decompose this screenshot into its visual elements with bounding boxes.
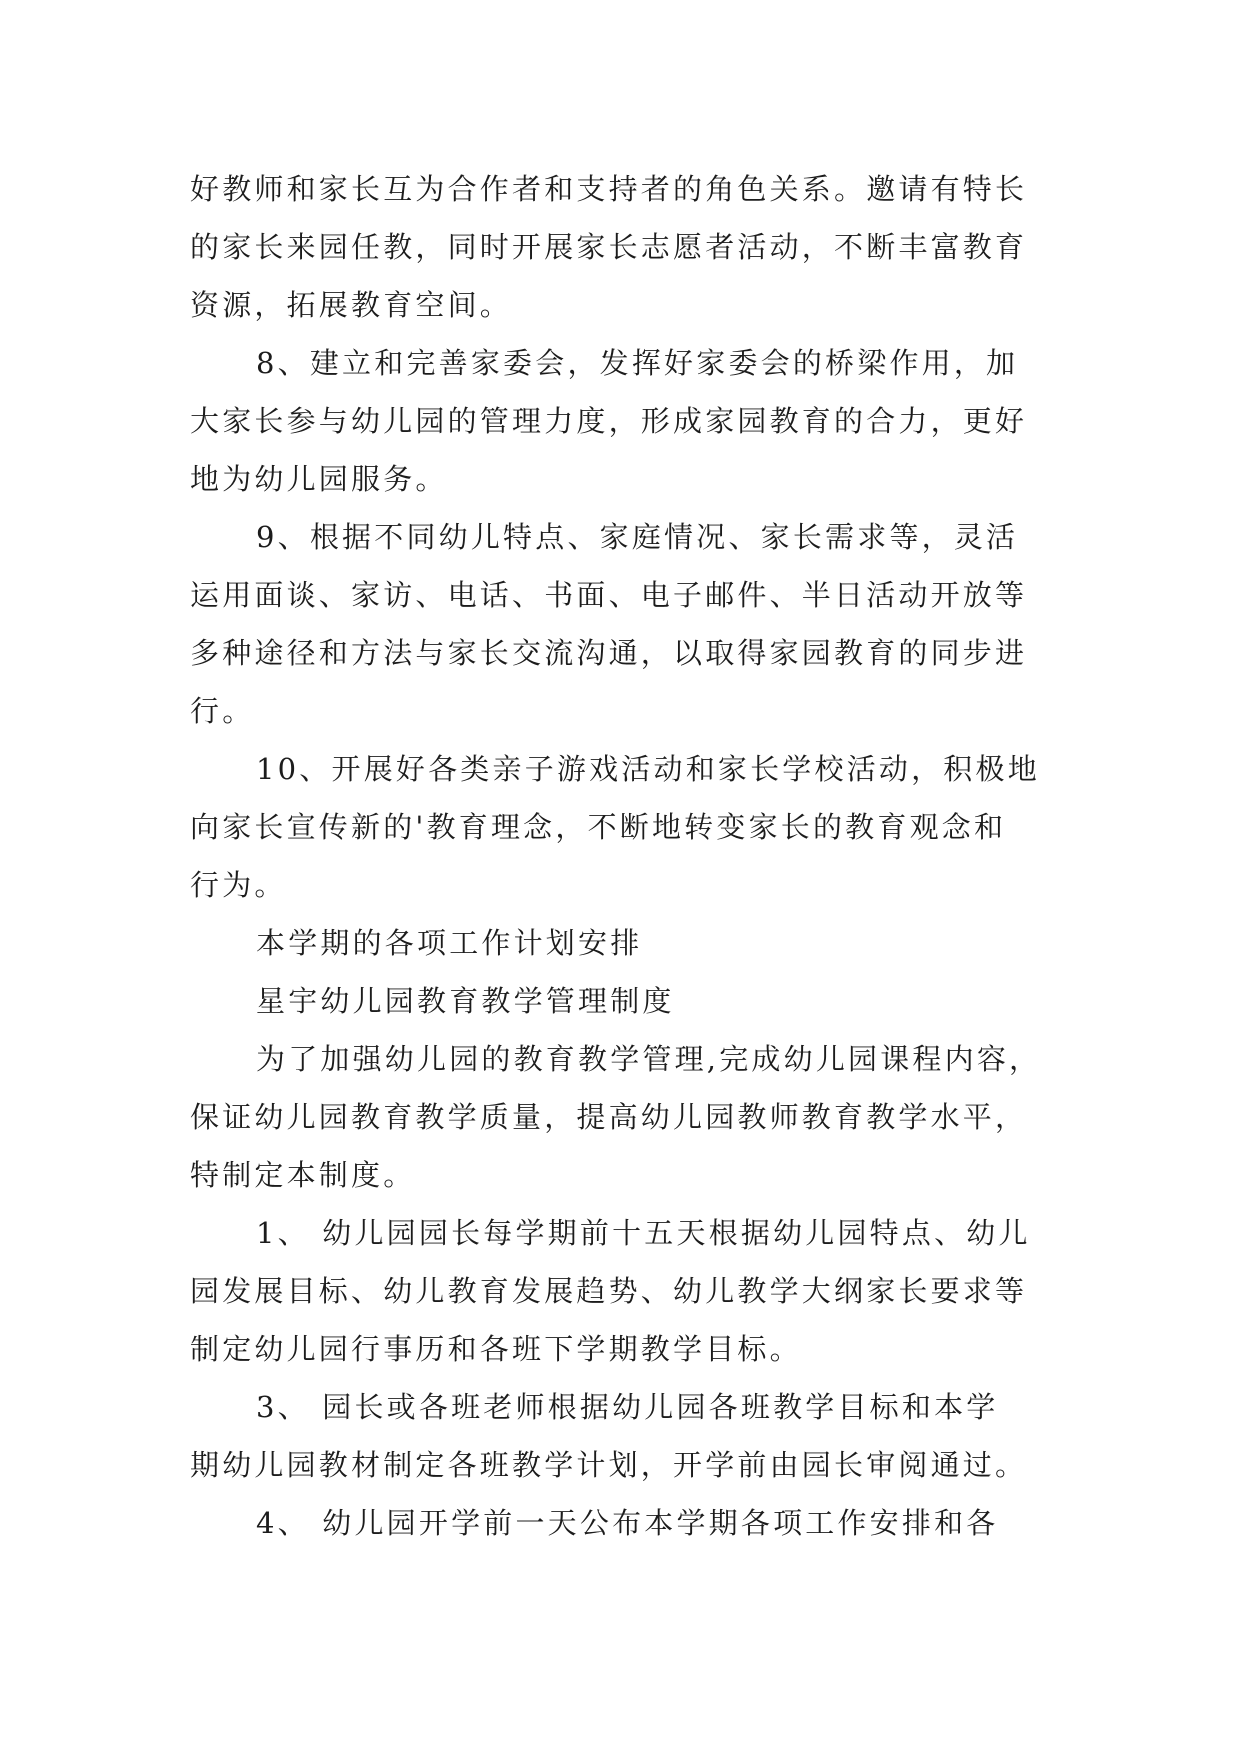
text-line: 3、 园长或各班老师根据幼儿园各班教学目标和本学 [256, 1390, 999, 1424]
text-line: 大家长参与幼儿园的管理力度，形成家园教育的合力，更好 [190, 404, 1028, 438]
text-line: 8、建立和完善家委会，发挥好家委会的桥梁作用，加 [256, 346, 1019, 380]
text-line: 好教师和家长互为合作者和支持者的角色关系。邀请有特长 [190, 172, 1028, 206]
text-line: 地为幼儿园服务。 [190, 462, 448, 496]
text-line: 行为。 [190, 868, 287, 902]
text-line: 9、根据不同幼儿特点、家庭情况、家长需求等，灵活 [256, 520, 1019, 554]
document-body [190, 160, 1070, 1552]
text-line: 为了加强幼儿园的教育教学管理,完成幼儿园课程内容， [256, 1042, 1042, 1076]
text-line: 向家长宣传新的'教育理念，不断地转变家长的教育观念和 [190, 810, 1007, 844]
text-line: 园发展目标、幼儿教育发展趋势、幼儿教学大纲家长要求等 [190, 1274, 1028, 1308]
section-heading: 本学期的各项工作计划安排 [256, 926, 643, 960]
text-line: 4、 幼儿园开学前一天公布本学期各项工作安排和各 [256, 1506, 999, 1540]
text-line: 行。 [190, 694, 255, 728]
text-line: 10、开展好各类亲子游戏活动和家长学校活动，积极地 [256, 752, 1040, 786]
text-line: 资源，拓展教育空间。 [190, 288, 513, 322]
text-line: 运用面谈、家访、电话、书面、电子邮件、半日活动开放等 [190, 578, 1028, 612]
text-line: 的家长来园任教，同时开展家长志愿者活动，不断丰富教育 [190, 230, 1028, 264]
text-line: 特制定本制度。 [190, 1158, 416, 1192]
document-title: 星宇幼儿园教育教学管理制度 [256, 984, 675, 1018]
text-line: 保证幼儿园教育教学质量，提高幼儿园教师教育教学水平， [190, 1100, 1028, 1134]
text-line: 期幼儿园教材制定各班教学计划，开学前由园长审阅通过。 [190, 1448, 1028, 1482]
text-line: 多种途径和方法与家长交流沟通，以取得家园教育的同步进 [190, 636, 1028, 670]
text-line: 制定幼儿园行事历和各班下学期教学目标。 [190, 1332, 802, 1366]
text-line: 1、 幼儿园园长每学期前十五天根据幼儿园特点、幼儿 [256, 1216, 1031, 1250]
